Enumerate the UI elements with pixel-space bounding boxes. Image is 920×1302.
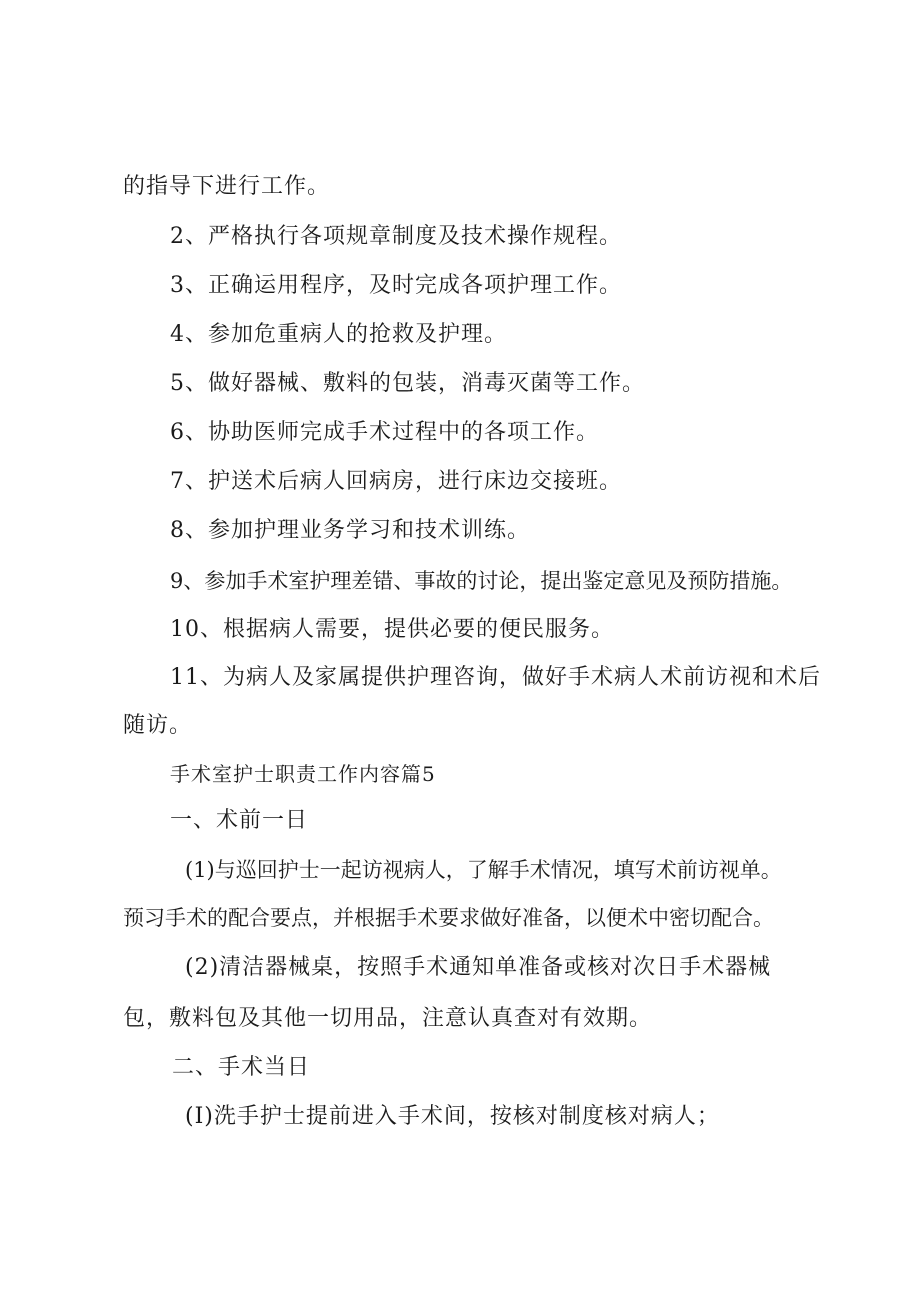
list-item-9: 9、参加手术室护理差错、事故的讨论，提出鉴定意见及预防措施。: [170, 569, 793, 593]
list-item-6: 6、协助医师完成手术过程中的各项工作。: [170, 420, 599, 445]
list-item-11-continuation: 随访。: [123, 713, 193, 738]
step-I: (I)洗手护士提前进入手术间，按核对制度核对病人；: [185, 1104, 720, 1129]
step-2: (2)清洁器械桌，按照手术通知单准备或核对次日手术器械: [185, 955, 772, 980]
subheading-day-before: 一、术前一日: [170, 808, 309, 833]
list-item-8: 8、参加护理业务学习和技术训练。: [170, 518, 530, 543]
list-item-7: 7、护送术后病人回病房，进行床边交接班。: [170, 469, 622, 494]
list-item-11: 11、为病人及家属提供护理咨询，做好手术病人术前访视和术后: [170, 665, 821, 690]
step-1: (1)与巡回护士一起访视病人，了解手术情况，填写术前访视单。: [185, 858, 782, 882]
list-item-2: 2、严格执行各项规章制度及技术操作规程。: [170, 224, 622, 249]
step-2-continuation: 包，敷料包及其他一切用品，注意认真查对有效期。: [123, 1006, 653, 1031]
list-item-3: 3、正确运用程序，及时完成各项护理工作。: [170, 273, 622, 298]
section-title: 手术室护士职责工作内容篇5: [170, 762, 436, 786]
list-item-10: 10、根据病人需要，提供必要的便民服务。: [170, 617, 614, 642]
subheading-surgery-day: 二、手术当日: [172, 1055, 311, 1080]
step-1-continuation: 预习手术的配合要点，并根据手术要求做好准备，以便术中密切配合。: [123, 906, 774, 930]
text-line-continuation: 的指导下进行工作。: [123, 174, 331, 199]
list-item-5: 5、做好器械、敷料的包装，消毒灭菌等工作。: [170, 371, 645, 396]
list-item-4: 4、参加危重病人的抢救及护理。: [170, 322, 507, 347]
